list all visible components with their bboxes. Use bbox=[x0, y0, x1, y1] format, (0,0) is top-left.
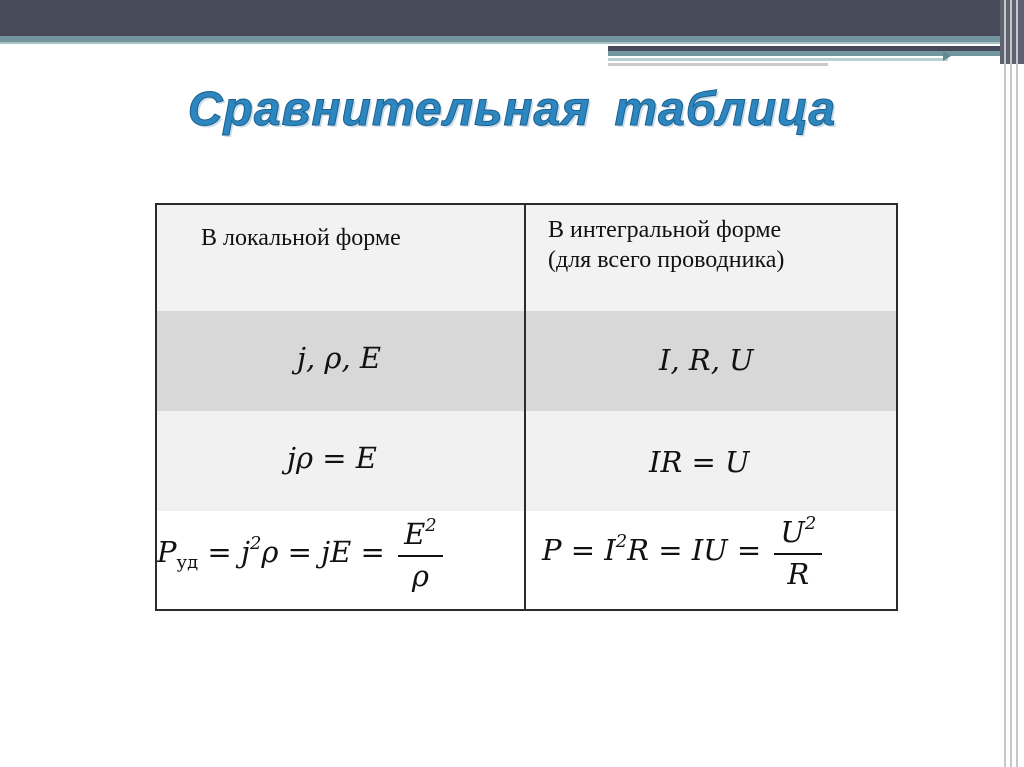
quantities-integral: I, R, U bbox=[659, 343, 754, 377]
table-header-cell bbox=[157, 205, 524, 312]
header-integral-form: В интегральной форме (для всего проводника) bbox=[548, 217, 785, 273]
slide-title bbox=[0, 82, 1024, 137]
accent-bar-light bbox=[608, 58, 948, 61]
table-row bbox=[157, 311, 524, 411]
table-row bbox=[526, 411, 896, 511]
header-bar-teal-thin bbox=[0, 42, 1000, 44]
accent-bar-teal bbox=[608, 51, 1000, 56]
quantities-local: j, ρ, E bbox=[297, 341, 382, 375]
table-header-cell bbox=[526, 205, 896, 312]
slide-title-word-2: таблица bbox=[614, 83, 837, 136]
header-bar-dark bbox=[0, 0, 1000, 36]
table-row bbox=[157, 411, 524, 511]
table-local-form bbox=[155, 203, 526, 611]
slide-title-word-1: Сравнительная bbox=[187, 83, 591, 136]
table-row bbox=[157, 511, 524, 609]
fraction-local: $\frac{E^2}{\rho}$ bbox=[398, 515, 443, 593]
table-row bbox=[526, 511, 896, 609]
power-formula-integral: $P = I^2R$ = IU = $\frac{U^2}{R}$ bbox=[542, 513, 822, 591]
header-local-form: В локальной форме bbox=[201, 225, 401, 251]
ohm-law-integral: IR = U bbox=[649, 445, 750, 479]
accent-bar-grey bbox=[608, 63, 828, 66]
fraction-integral: $\frac{U^2}{R}$ bbox=[774, 513, 822, 591]
triangle-arrow-icon bbox=[943, 51, 951, 61]
table-integral-form bbox=[524, 203, 898, 611]
ohm-law-local: jρ = E bbox=[287, 441, 377, 475]
table-row bbox=[526, 311, 896, 411]
power-formula-local: $P_{уд} = j^2\rho$ = jE = $\frac{E^2}{\rho}$ bbox=[157, 515, 443, 593]
